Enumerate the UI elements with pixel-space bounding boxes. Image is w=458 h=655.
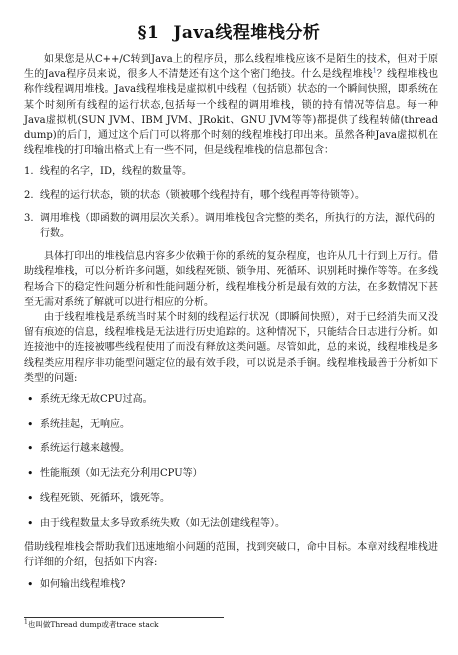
list-number: 1. [24, 166, 34, 178]
list-number: 2. [24, 189, 34, 201]
section-number: §1 [137, 23, 160, 43]
list-item [24, 466, 438, 481]
list-number: 3. [24, 212, 34, 224]
bullet-icon: • [27, 467, 34, 481]
list-item [24, 491, 438, 506]
list-item-text: 线程的运行状态，锁的状态（锁被哪个线程持有，哪个线程再等待锁等）。 [40, 189, 365, 201]
footnote-mark: 1 [24, 618, 28, 626]
list-item-text: 调用堆栈（即函数的调用层次关系）。调用堆栈包含完整的类名，所执行的方法，源代码的行数。 [40, 212, 435, 240]
intro-text-part-2: ？线程堆栈也称作线程调用堆栈。Java线程堆栈是虚拟机中线程（包括锁）状态的一个瞬间快照，即系统在某个时刻所有线程的运行状态,包括每一个线程的调用堆栈，锁的持有情况等信息。每一种Java虚拟机(SUN JVM、IBM JVM、JRokit、GNU JVM等等)都提供了线程转储(thread dump)的后门，通过这个后门可以将那个时刻的线程堆栈打印出来。虽然各种Java虚拟机在线程堆栈的打印输出格式上有一些不同，但是线程堆栈的信息都包含： [24, 69, 438, 157]
list-item [24, 211, 438, 241]
problem-list [24, 392, 438, 531]
list-item [24, 417, 438, 432]
document-body [24, 52, 438, 601]
bullet-icon: • [27, 491, 34, 505]
list-item-text: 线程的名字，ID，线程的数量等。 [40, 166, 192, 178]
bullet-icon: • [27, 442, 34, 456]
list-item-text: 如何输出线程堆栈? [40, 578, 126, 590]
chapter-contents-list [24, 577, 438, 592]
section-title: Java线程堆栈分析 [173, 23, 321, 43]
footnote-text: 也叫做Thread dump或者trace stack [27, 620, 159, 629]
list-item [24, 188, 438, 203]
list-item [24, 392, 438, 407]
section-heading [0, 18, 458, 43]
list-item-text: 系统无缘无故CPU过高。 [40, 394, 153, 406]
paragraph-4: 借助线程堆栈会帮助我们迅速地缩小问题的范围，找到突破口，命中目标。本章对线程堆栈进行详细的介绍，包括如下内容: [24, 542, 438, 569]
footnote-reference[interactable]: 1 [372, 67, 377, 75]
list-item [24, 516, 438, 531]
bullet-icon: • [27, 577, 34, 591]
list-item-text: 由于线程数量太多导致系统失败（如无法创建线程等）。 [40, 517, 285, 529]
thread-info-list [24, 164, 438, 241]
bullet-icon: • [27, 417, 34, 431]
intro-text-part-1: 如果您是从C++/C转到Java上的程序员，那么线程堆栈应该不是陌生的技术，但对于原生的Java程序员来说，很多人不清楚还有这个这个密门绝技。什么是线程堆栈 [24, 54, 438, 81]
bullet-icon: • [27, 516, 34, 530]
list-item [24, 577, 438, 592]
paragraph-3: 由于线程堆栈是系统当时某个时刻的线程运行状况（即瞬间快照），对于已经消失而又没留有痕迹的信息，线程堆栈是无法进行历史追踪的。这种情况下，只能结合日志进行分析。如连接池中的连接被哪些线程使用了而没有释放这类问题。尽管如此，总的来说，线程堆栈是多线程类应用程序非功能型问题定位的最有效手段，可以说是杀手锏。线程堆栈最善于分析如下类型的问题: [24, 312, 438, 384]
list-item [24, 441, 438, 456]
intro-paragraph [24, 52, 438, 158]
footnote [24, 617, 224, 630]
list-item-text: 系统运行越来越慢。 [40, 443, 130, 455]
list-item-text: 性能瓶颈（如无法充分利用CPU等） [40, 468, 203, 480]
paragraph-2: 具体打印出的堆栈信息内容多少依赖于你的系统的复杂程度，也许从几十行到上万行。借助线程堆栈，可以分析许多问题，如线程死锁、锁争用、死循环、识别耗时操作等等。在多线程场合下的稳定性问题分析和性能问题分析，线程堆栈分析是最有效的方法，在多数情况下甚至无需对系统了解就可以进行相应的分析。 [24, 251, 438, 308]
bullet-icon: • [27, 393, 34, 407]
list-item-text: 线程死锁、死循环，饿死等。 [40, 492, 170, 504]
list-item [24, 164, 438, 179]
list-item-text: 系统挂起，无响应。 [40, 418, 130, 430]
